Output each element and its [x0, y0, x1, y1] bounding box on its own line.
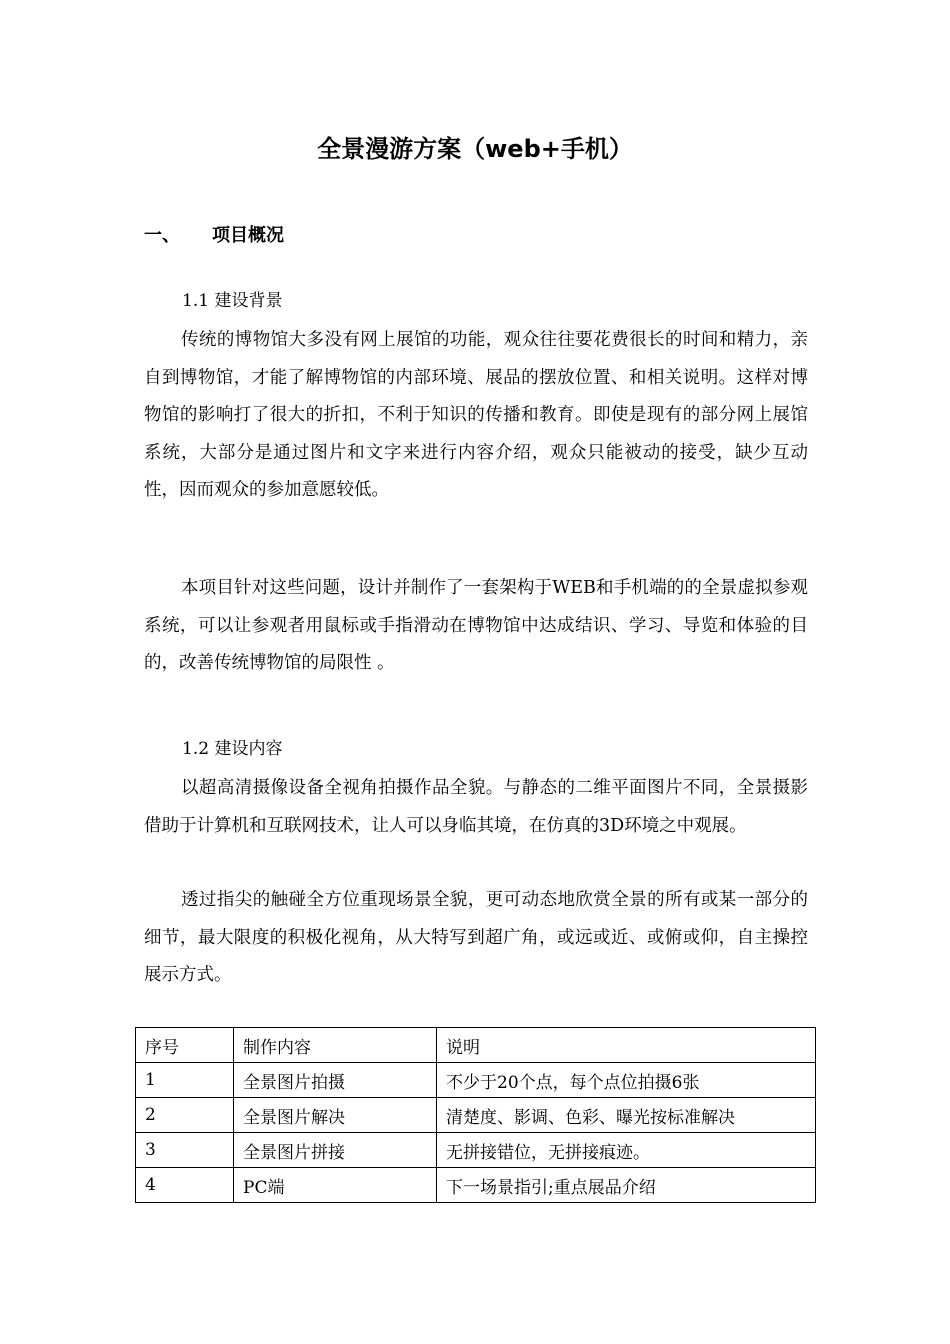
paragraph-content-2: 透过指尖的触碰全方位重现场景全貌，更可动态地欣赏全景的所有或某一部分的细节，最大限度的积极化视角，从大特写到超广角，或远或近、或俯或仰，自主操控展示方式。	[144, 890, 808, 985]
table-cell: 4	[136, 1168, 234, 1203]
table-cell: 1	[136, 1063, 234, 1098]
table-cell: 2	[136, 1098, 234, 1133]
table-cell: 清楚度、影调、色彩、曝光按标准解决	[437, 1098, 816, 1133]
paragraph-background-2: 本项目针对这些问题，设计并制作了一套架构于WEB和手机端的的全景虚拟参观系统，可以让参观者用鼠标或手指滑动在博物馆中达成结识、学习、导览和体验的目的，改善传统博物馆的局限性 。	[144, 578, 808, 673]
table-cell: 全景图片拍摄	[234, 1063, 437, 1098]
document-title: 全景漫游方案（web+手机）	[317, 135, 633, 163]
table-header-cell: 制作内容	[234, 1028, 437, 1063]
table-cell: 不少于20个点，每个点位拍摄6张	[437, 1063, 816, 1098]
subsection-heading-background: 1.1 建设背景	[182, 291, 283, 311]
section-label: 项目概况	[212, 225, 284, 246]
subsection-heading-content: 1.2 建设内容	[182, 739, 283, 759]
paragraph-content-1: 以超高清摄像设备全视角拍摄作品全貌。与静态的二维平面图片不同，全景摄影借助于计算机和互联网技术，让人可以身临其境，在仿真的3D环境之中观展。	[144, 778, 808, 836]
table-cell: 全景图片拼接	[234, 1133, 437, 1168]
table-row	[136, 1063, 816, 1098]
table-header-row	[136, 1028, 816, 1063]
table-header-cell: 序号	[136, 1028, 234, 1063]
table-header-cell: 说明	[437, 1028, 816, 1063]
table-cell: 3	[136, 1133, 234, 1168]
table-row	[136, 1133, 816, 1168]
section-number: 一、	[144, 225, 180, 246]
table-cell: 全景图片解决	[234, 1098, 437, 1133]
production-items-table	[135, 1027, 816, 1203]
table-cell: 无拼接错位，无拼接痕迹。	[437, 1133, 816, 1168]
table-row	[136, 1098, 816, 1133]
table-row	[136, 1168, 816, 1203]
section-heading	[144, 222, 284, 250]
paragraph-background-1: 传统的博物馆大多没有网上展馆的功能，观众往往要花费很长的时间和精力，亲自到博物馆，才能了解博物馆的内部环境、展品的摆放位置、和相关说明。这样对博物馆的影响打了很大的折扣，不利于知识的传播和教育。即使是现有的部分网上展馆系统，大部分是通过图片和文字来进行内容介绍，观众只能被动的接受，缺少互动性，因而观众的参加意愿较低。	[144, 330, 808, 500]
table-cell: PC端	[234, 1168, 437, 1203]
table-cell: 下一场景指引;重点展品介绍	[437, 1168, 816, 1203]
